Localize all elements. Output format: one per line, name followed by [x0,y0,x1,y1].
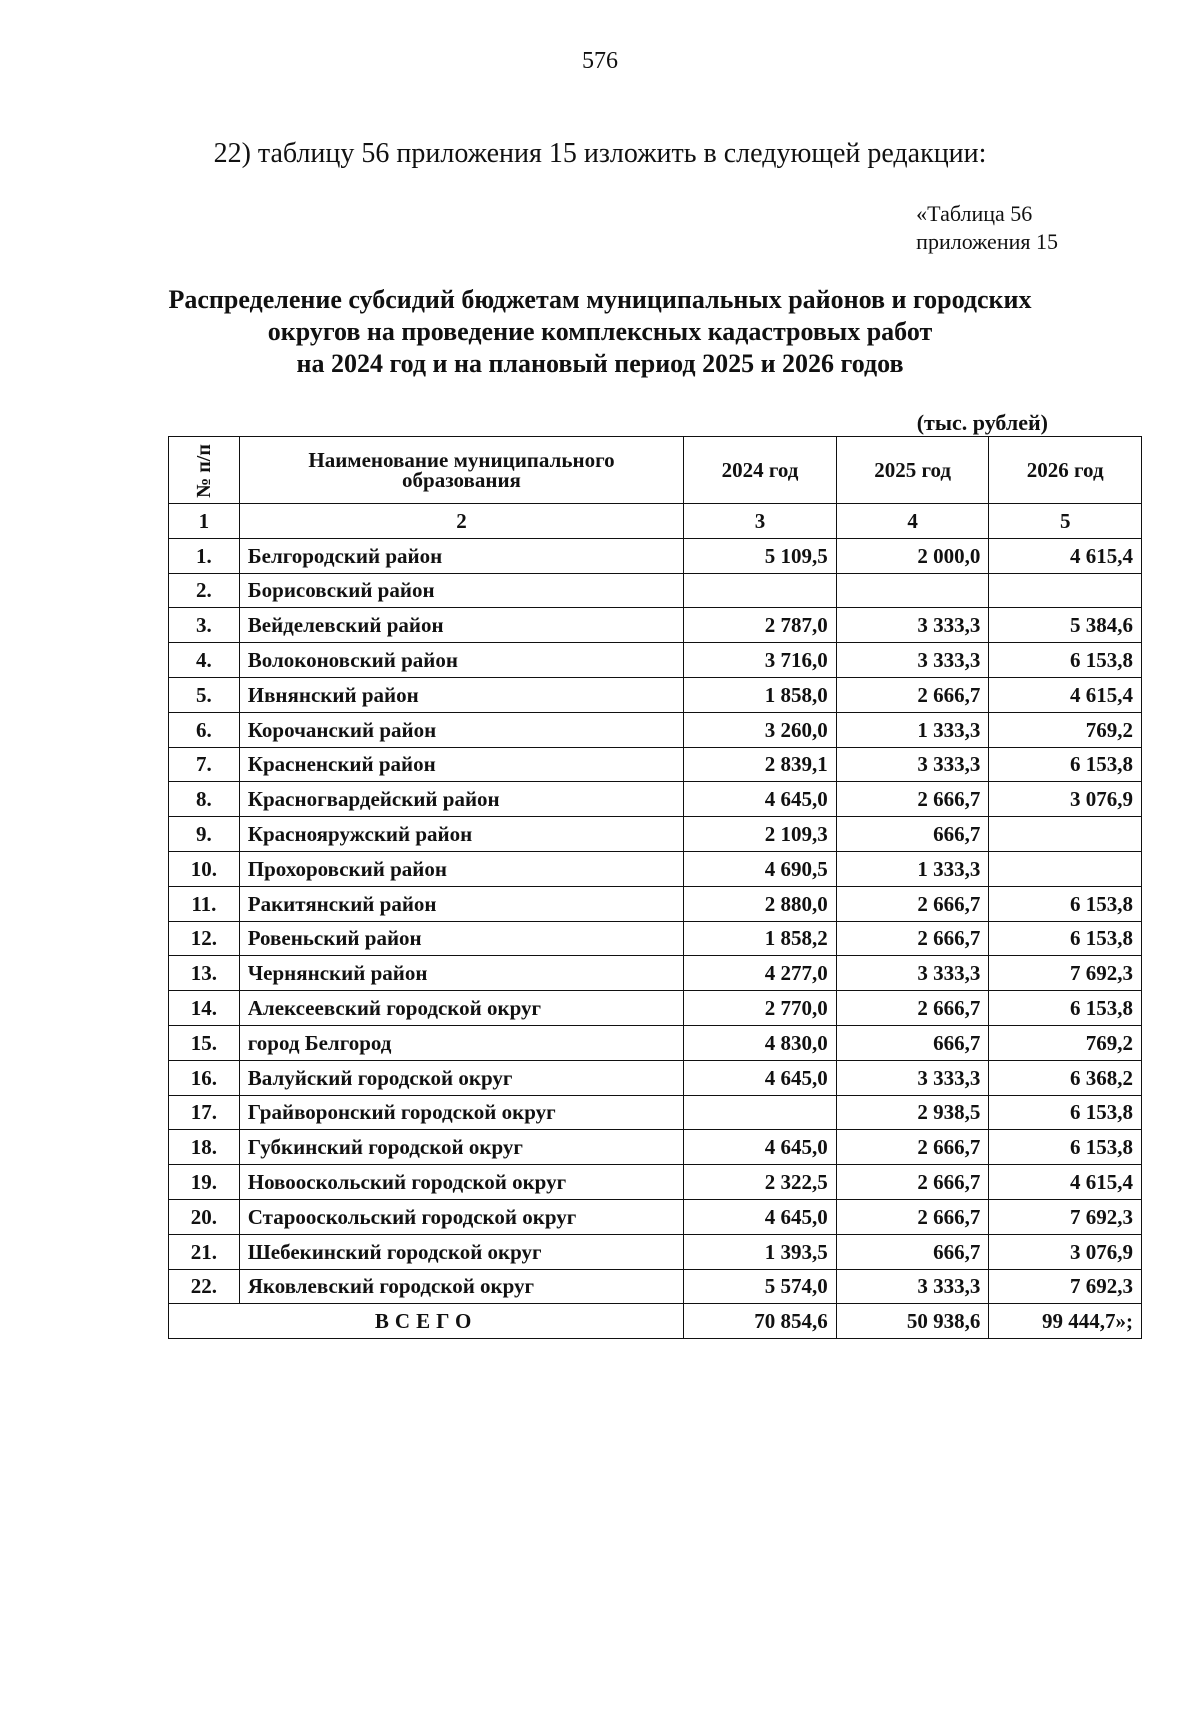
table-row [169,886,1142,921]
row-name: Шебекинский городской округ [239,1234,683,1269]
row-value-2026: 6 153,8 [989,991,1142,1026]
row-value-2025: 666,7 [836,1025,989,1060]
table-reference [916,200,1058,256]
row-value-2024: 2 770,0 [684,991,837,1026]
row-value-2025: 3 333,3 [836,1060,989,1095]
table-row [169,608,1142,643]
row-value-2026: 7 692,3 [989,1199,1142,1234]
row-number: 8. [169,782,240,817]
row-value-2024 [684,1095,837,1130]
row-value-2025: 3 333,3 [836,747,989,782]
units-label: (тыс. рублей) [916,410,1048,435]
row-value-2026: 5 384,6 [989,608,1142,643]
row-value-2026: 3 076,9 [989,782,1142,817]
row-name: Ровеньский район [239,921,683,956]
row-name: Белгородский район [239,538,683,573]
table-header-row [169,437,1142,504]
row-name: Борисовский район [239,573,683,608]
table-row [169,747,1142,782]
table-row [169,956,1142,991]
heading-line2: округов на проведение комплексных кадастровых работ [267,317,933,346]
header-2024: 2024 год [684,437,837,504]
row-name: Новооскольский городской округ [239,1165,683,1200]
row-name: Красногвардейский район [239,782,683,817]
row-name: Красненский район [239,747,683,782]
header-no [169,437,240,504]
total-row [169,1304,1142,1339]
table-row [169,573,1142,608]
row-name: Вейделевский район [239,608,683,643]
col-number: 2 [239,504,683,539]
page-number: 576 [582,48,618,74]
table-row [169,817,1142,852]
table-row [169,782,1142,817]
row-number: 13. [169,956,240,991]
row-number: 2. [169,573,240,608]
row-value-2024: 3 716,0 [684,643,837,678]
row-value-2024: 4 645,0 [684,1130,837,1165]
row-number: 9. [169,817,240,852]
col-number: 3 [684,504,837,539]
heading-line3: на 2024 год и на плановый период 2025 и 2026 годов [296,349,904,378]
row-number: 14. [169,991,240,1026]
row-number: 12. [169,921,240,956]
table-row [169,1269,1142,1304]
row-name: Алексеевский городской округ [239,991,683,1026]
row-name: Краснояружский район [239,817,683,852]
row-number: 22. [169,1269,240,1304]
row-value-2024: 3 260,0 [684,712,837,747]
table-row [169,1095,1142,1130]
row-number: 10. [169,851,240,886]
row-value-2026: 3 076,9 [989,1234,1142,1269]
table-ref-line2: приложения 15 [916,229,1058,254]
header-2026: 2026 год [989,437,1142,504]
header-no-label: № п/п [192,443,215,498]
row-value-2025: 2 666,7 [836,782,989,817]
row-name: Грайворонский городской округ [239,1095,683,1130]
row-value-2024: 2 880,0 [684,886,837,921]
row-value-2026: 7 692,3 [989,1269,1142,1304]
row-number: 5. [169,677,240,712]
row-value-2024: 4 645,0 [684,1199,837,1234]
row-value-2024: 1 858,2 [684,921,837,956]
row-value-2025: 2 666,7 [836,921,989,956]
row-value-2024: 1 858,0 [684,677,837,712]
row-value-2025: 666,7 [836,817,989,852]
row-value-2025: 3 333,3 [836,1269,989,1304]
row-value-2024: 4 690,5 [684,851,837,886]
total-2024: 70 854,6 [684,1304,837,1339]
table-row [169,643,1142,678]
subsidy-table [168,436,1142,1339]
row-value-2026: 4 615,4 [989,677,1142,712]
table-row [169,1060,1142,1095]
row-value-2025: 2 666,7 [836,991,989,1026]
row-value-2025: 2 666,7 [836,1165,989,1200]
row-value-2026: 769,2 [989,1025,1142,1060]
row-value-2024: 2 322,5 [684,1165,837,1200]
row-value-2026: 6 153,8 [989,1095,1142,1130]
row-value-2026: 6 368,2 [989,1060,1142,1095]
row-number: 11. [169,886,240,921]
row-number: 18. [169,1130,240,1165]
row-number: 21. [169,1234,240,1269]
col-number: 1 [169,504,240,539]
row-name: Корочанский район [239,712,683,747]
table-row [169,1025,1142,1060]
row-number: 15. [169,1025,240,1060]
table-ref-line1: «Таблица 56 [916,201,1033,226]
row-value-2026: 6 153,8 [989,643,1142,678]
row-value-2025: 3 333,3 [836,643,989,678]
row-number: 3. [169,608,240,643]
table-row [169,851,1142,886]
row-name: Валуйский городской округ [239,1060,683,1095]
row-value-2025: 2 000,0 [836,538,989,573]
total-label: ВСЕГО [169,1304,684,1339]
header-2025: 2025 год [836,437,989,504]
heading-line1: Распределение субсидий бюджетам муниципальных районов и городских [168,285,1032,314]
row-value-2025: 3 333,3 [836,608,989,643]
row-value-2026: 7 692,3 [989,956,1142,991]
row-value-2025: 2 666,7 [836,677,989,712]
row-number: 1. [169,538,240,573]
row-name: Ракитянский район [239,886,683,921]
total-2026: 99 444,7»; [989,1304,1142,1339]
row-number: 6. [169,712,240,747]
row-name: город Белгород [239,1025,683,1060]
table-body [169,538,1142,1304]
row-value-2025: 2 938,5 [836,1095,989,1130]
row-value-2024: 4 277,0 [684,956,837,991]
row-number: 7. [169,747,240,782]
row-value-2026: 4 615,4 [989,538,1142,573]
row-value-2026: 4 615,4 [989,1165,1142,1200]
row-value-2026: 6 153,8 [989,747,1142,782]
col-number: 5 [989,504,1142,539]
row-value-2026: 769,2 [989,712,1142,747]
row-value-2026 [989,851,1142,886]
row-number: 17. [169,1095,240,1130]
row-value-2024: 4 830,0 [684,1025,837,1060]
header-name: Наименование муниципального образования [239,437,683,504]
row-value-2024: 2 787,0 [684,608,837,643]
table-row [169,991,1142,1026]
row-name: Прохоровский район [239,851,683,886]
col-number: 4 [836,504,989,539]
row-value-2024: 2 839,1 [684,747,837,782]
table-row [169,921,1142,956]
row-name: Старооскольский городской округ [239,1199,683,1234]
table-row [169,1199,1142,1234]
row-value-2024: 4 645,0 [684,1060,837,1095]
row-value-2025: 2 666,7 [836,886,989,921]
row-value-2024: 5 574,0 [684,1269,837,1304]
table-row [169,712,1142,747]
row-value-2024: 1 393,5 [684,1234,837,1269]
row-value-2025 [836,573,989,608]
row-value-2025: 2 666,7 [836,1130,989,1165]
row-value-2024: 2 109,3 [684,817,837,852]
row-name: Чернянский район [239,956,683,991]
table-row [169,677,1142,712]
row-number: 16. [169,1060,240,1095]
row-name: Губкинский городской округ [239,1130,683,1165]
row-name: Ивнянский район [239,677,683,712]
document-heading [150,284,1050,380]
row-value-2026 [989,817,1142,852]
row-value-2025: 666,7 [836,1234,989,1269]
row-number: 19. [169,1165,240,1200]
row-value-2024 [684,573,837,608]
row-value-2025: 1 333,3 [836,712,989,747]
row-number: 20. [169,1199,240,1234]
table-row [169,1165,1142,1200]
row-value-2026: 6 153,8 [989,886,1142,921]
table-row [169,1130,1142,1165]
row-name: Волоконовский район [239,643,683,678]
table-row [169,1234,1142,1269]
total-2025: 50 938,6 [836,1304,989,1339]
row-value-2024: 5 109,5 [684,538,837,573]
row-value-2024: 4 645,0 [684,782,837,817]
table-row [169,538,1142,573]
instruction-text: 22) таблицу 56 приложения 15 изложить в следующей редакции: [213,138,987,169]
row-value-2025: 2 666,7 [836,1199,989,1234]
row-value-2026: 6 153,8 [989,921,1142,956]
row-value-2026: 6 153,8 [989,1130,1142,1165]
row-value-2025: 3 333,3 [836,956,989,991]
row-value-2025: 1 333,3 [836,851,989,886]
row-name: Яковлевский городской округ [239,1269,683,1304]
row-number: 4. [169,643,240,678]
column-number-row [169,504,1142,539]
row-value-2026 [989,573,1142,608]
